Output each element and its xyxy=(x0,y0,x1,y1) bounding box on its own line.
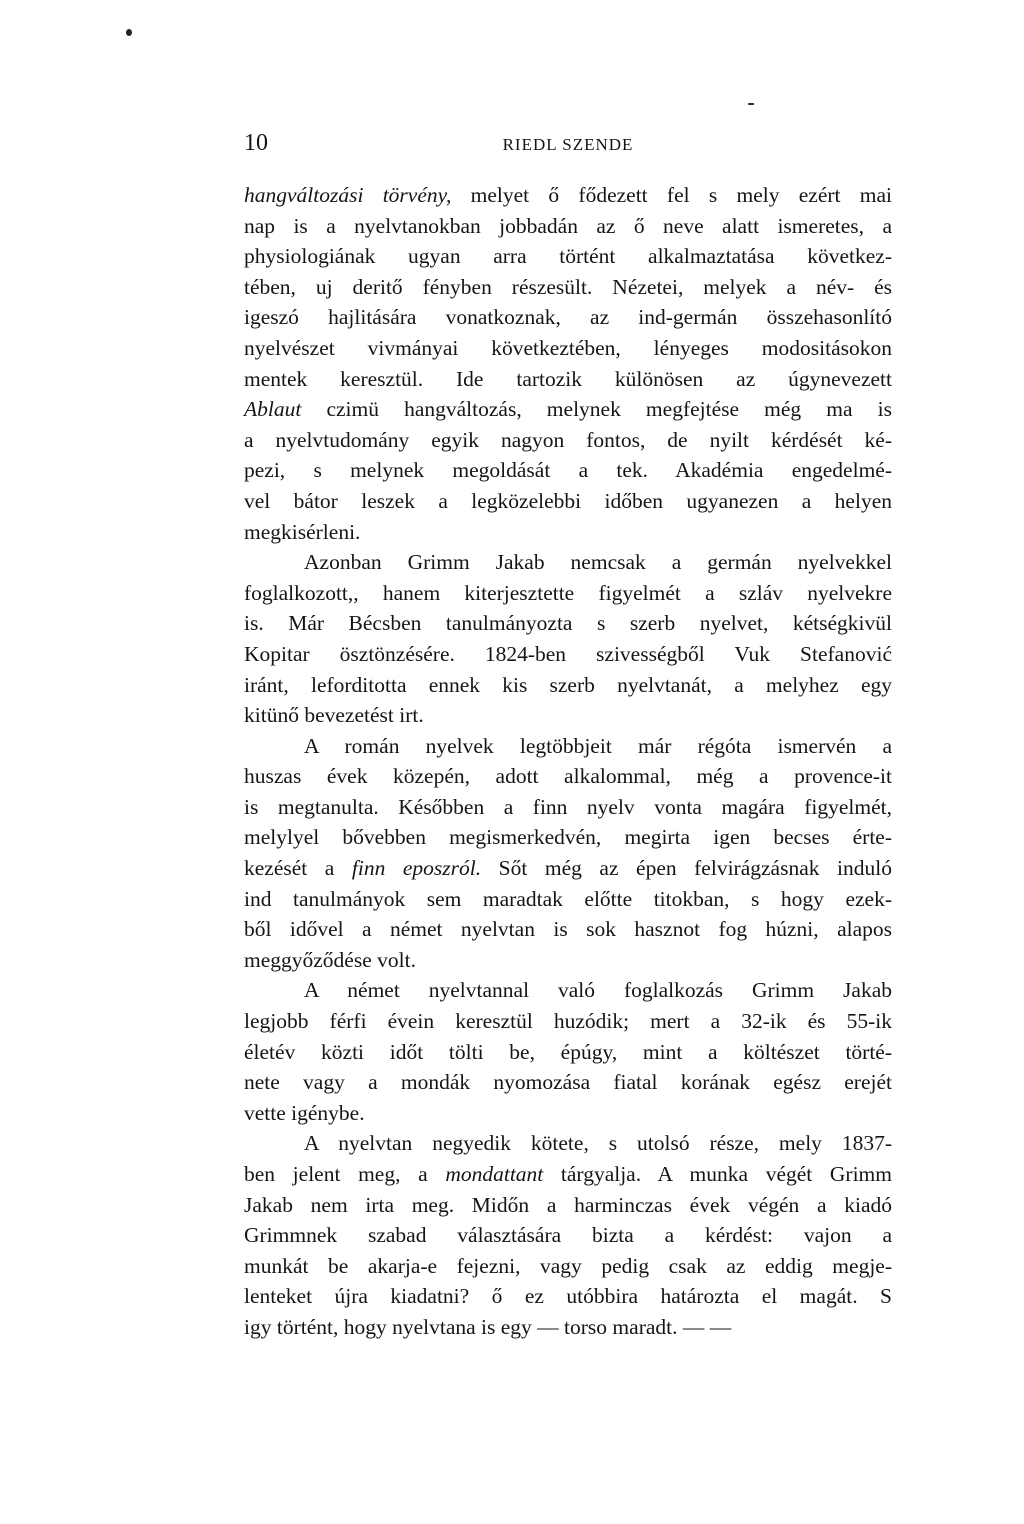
text-segment: is megtanulta. Későbben a finn nyelv vonta magára figyelmét, xyxy=(244,794,892,819)
text-segment: ben jelent meg, a xyxy=(244,1162,446,1186)
text-line xyxy=(244,180,892,211)
text-segment: Azonban Grimm Jakab nemcsak a germán nyelvekkel xyxy=(304,550,892,575)
text-line xyxy=(244,1098,892,1129)
text-line xyxy=(244,1281,892,1312)
text-line xyxy=(244,1128,892,1159)
italic-text: hangváltozási törvény, xyxy=(244,183,452,207)
text-line xyxy=(244,455,892,486)
text-line xyxy=(244,241,892,272)
text-line xyxy=(244,425,892,456)
text-segment: vette igénybe. xyxy=(244,1100,365,1125)
text-segment: mentek keresztül. Ide tartozik különösen az úgynevezett xyxy=(244,366,892,391)
text-line xyxy=(244,731,892,762)
scan-speck xyxy=(748,103,754,105)
text-segment: iránt, leforditotta ennek kis szerb nyelvtanát, a melyhez egy xyxy=(244,672,892,697)
text-line xyxy=(244,517,892,548)
text-line xyxy=(244,670,892,701)
text-line xyxy=(244,333,892,364)
text-segment: A román nyelvek legtöbbjeit már régóta ismervén a xyxy=(304,733,892,758)
text-line xyxy=(244,547,892,578)
page-header xyxy=(244,130,892,160)
text-line xyxy=(244,853,892,884)
text-segment: pezi, s melynek megoldását a tek. Akadémia engedelmé- xyxy=(244,458,892,483)
text-segment: huszas évek közepén, adott alkalommal, még a provence-it xyxy=(244,764,892,789)
text-line xyxy=(244,486,892,517)
text-line xyxy=(244,1159,892,1190)
text-segment: foglalkozott,, hanem kiterjesztette figyelmét a szláv nyelvekre xyxy=(244,580,892,605)
text-line xyxy=(244,1312,892,1343)
text-segment: igeszó hajlitására vonatkoznak, az ind-germán összehasonlító xyxy=(244,305,892,330)
text-line xyxy=(244,272,892,303)
text-segment: is. Már Bécsben tanulmányozta s szerb nyelvet, kétségkivül xyxy=(244,611,892,636)
text-segment: tében, uj deritő fényben részesült. Nézetei, melyek a név- és xyxy=(244,274,892,299)
text-line xyxy=(244,364,892,395)
running-head: RIEDL SZENDE xyxy=(502,135,634,154)
text-segment: nete vagy a mondák nyomozása fiatal korának egész erejét xyxy=(244,1070,892,1095)
text-line xyxy=(244,945,892,976)
text-line xyxy=(244,578,892,609)
text-line xyxy=(244,1067,892,1098)
text-line xyxy=(244,302,892,333)
text-segment: ind tanulmányok sem maradtak előtte titokban, s hogy ezek- xyxy=(244,886,892,911)
italic-text: Ablaut xyxy=(244,397,302,422)
text-line xyxy=(244,975,892,1006)
text-segment: a nyelvtudomány egyik nagyon fontos, de nyilt kérdését ké- xyxy=(244,427,892,452)
text-segment: megkisérleni. xyxy=(244,519,361,544)
text-line xyxy=(244,1251,892,1282)
text-segment: Jakab nem irta meg. Midőn a harminczas évek végén a kiadó xyxy=(244,1192,892,1217)
text-segment: melylyel bővebben megismerkedvén, megirta igen becses érte- xyxy=(244,825,892,850)
italic-text: mondattant xyxy=(445,1162,544,1186)
text-segment: tárgyalja. A munka végét Grimm xyxy=(543,1162,893,1186)
text-segment: igy történt, hogy nyelvtana is egy — torso maradt. — — xyxy=(244,1314,732,1339)
text-line xyxy=(244,822,892,853)
text-segment: életév közti időt tölti be, épúgy, mint a költészet törté- xyxy=(244,1039,892,1064)
text-line xyxy=(244,700,892,731)
text-segment: Sőt még az épen felvirágzásnak induló xyxy=(481,856,892,881)
text-segment: Grimmnek szabad választására bizta a kérdést: vajon a xyxy=(244,1223,892,1248)
text-segment: A német nyelvtannal való foglalkozás Grimm Jakab xyxy=(304,978,892,1003)
text-line xyxy=(244,914,892,945)
text-segment: Kopitar ösztönzésére. 1824-ben szivességből Vuk Stefanović xyxy=(244,641,892,666)
text-line xyxy=(244,394,892,425)
text-segment: A nyelvtan negyedik kötete, s utolsó része, mely 1837- xyxy=(304,1131,892,1156)
text-segment: ből idővel a német nyelvtan is sok hasznot fog húzni, alapos xyxy=(244,917,892,942)
text-segment: lenteket újra kiadatni? ő ez utóbbira határozta el magát. S xyxy=(244,1284,892,1309)
text-line xyxy=(244,608,892,639)
text-segment: kezését a xyxy=(244,856,352,881)
text-line xyxy=(244,639,892,670)
page-number: 10 xyxy=(244,130,268,156)
text-segment: czimü hangváltozás, melynek megfejtése még ma is xyxy=(301,397,892,422)
text-line xyxy=(244,1006,892,1037)
text-line xyxy=(244,1220,892,1251)
italic-text: finn eposzról. xyxy=(351,856,482,881)
text-segment: kitünő bevezetést irt. xyxy=(244,703,424,728)
text-segment: munkát be akarja-e fejezni, vagy pedig csak az eddig megje- xyxy=(244,1253,892,1278)
text-line xyxy=(244,761,892,792)
text-line xyxy=(244,1037,892,1068)
text-line xyxy=(244,211,892,242)
text-segment: legjobb férfi évein keresztül huzódik; mert a 32-ik és 55-ik xyxy=(244,1009,892,1034)
text-segment: vel bátor leszek a legközelebbi időben ugyanezen a helyen xyxy=(244,488,892,513)
text-segment: nap is a nyelvtanokban jobbadán az ő neve alatt ismeretes, a xyxy=(244,213,892,238)
text-line xyxy=(244,1190,892,1221)
text-line xyxy=(244,792,892,823)
text-segment: melyet ő fődezett fel s mely ezért mai xyxy=(451,183,892,207)
text-segment: meggyőződése volt. xyxy=(244,947,416,972)
scan-speck xyxy=(126,29,132,36)
text-segment: nyelvészet vivmányai következtében, lényeges modositásokon xyxy=(244,335,892,360)
body-text xyxy=(244,180,892,1343)
text-line xyxy=(244,884,892,915)
text-segment: physiologiának ugyan arra történt alkalmaztatása következ- xyxy=(244,244,892,269)
